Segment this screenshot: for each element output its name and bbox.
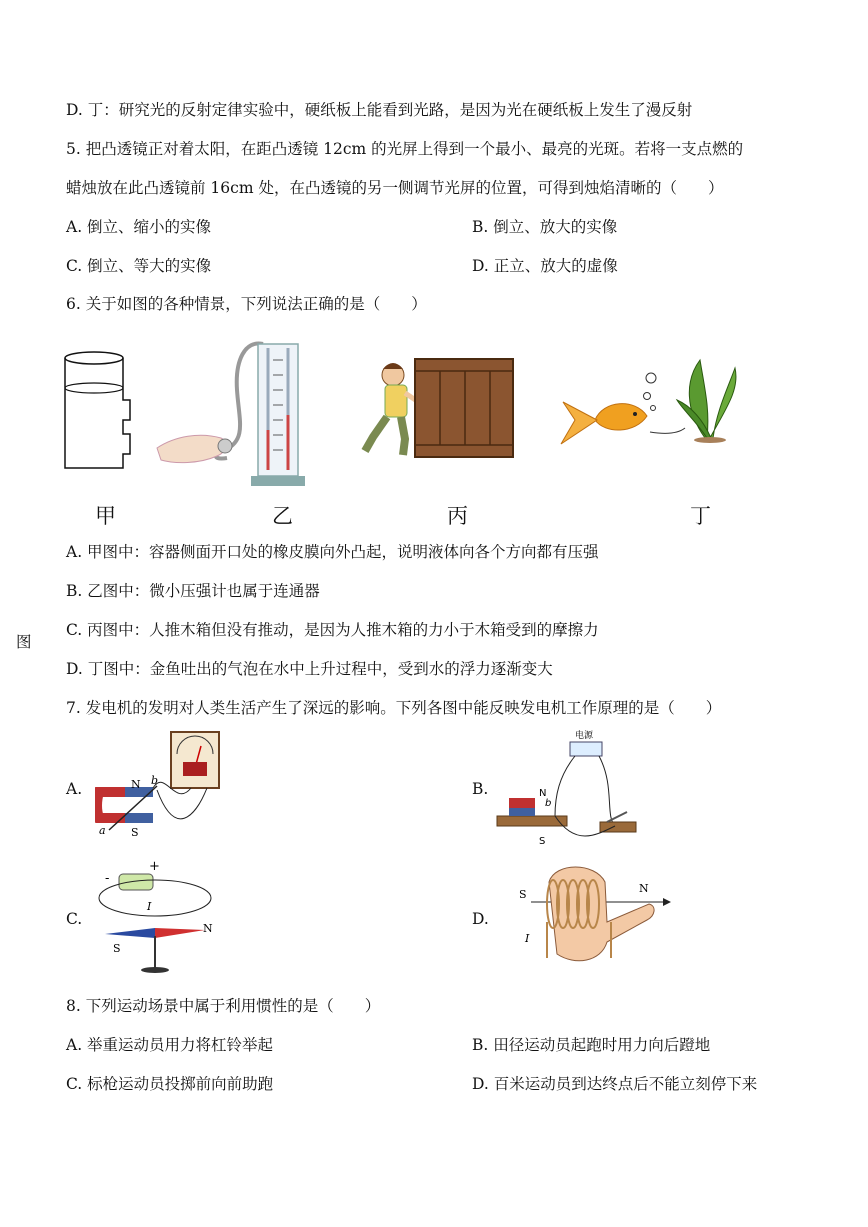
q6-stem: 6. 关于如图的各种情景，下列说法正确的是（ ） (66, 295, 427, 313)
fig-7c-plus-label: + (149, 859, 160, 874)
q5-stem-line1: 5. 把凸透镜正对着太阳，在距凸透镜 12cm 的光屏上得到一个最小、最亮的光斑。若将一支点燃的 (66, 140, 744, 158)
fig-7a-s-label: S (131, 826, 139, 839)
q8-option-b: B. 田径运动员起跑时用力向后蹬地 (472, 1036, 711, 1054)
fig-7d-n-label: N (639, 882, 649, 895)
caption-jia: 甲 (95, 504, 116, 528)
fig-7b-motor (495, 726, 645, 848)
q5-option-b: B. 倒立、放大的实像 (472, 218, 618, 236)
q8-option-d: D. 百米运动员到达终点后不能立刻停下来 (472, 1075, 758, 1093)
q6-option-c: C. 丙图中：人推木箱但没有推动，是因为人推木箱的力小于木箱受到的摩擦力 (66, 621, 599, 639)
fig-7d-i-label: I (525, 932, 530, 945)
fig-yi-pressure-gauge (155, 340, 305, 490)
q6-option-d: D. 丁图中：金鱼吐出的气泡在水中上升过程中，受到水的浮力逐渐变大 (66, 660, 553, 678)
fig-7c-s-label: S (113, 942, 121, 955)
q8-option-a: A. 举重运动员用力将杠铃举起 (66, 1036, 274, 1054)
fig-7c-oersted (95, 858, 225, 976)
fig-7d-right-hand-rule (515, 862, 675, 970)
fig-7b-n-label: N (539, 788, 547, 799)
fig-7b-s-label: S (539, 836, 546, 847)
fig-7a-a-label: a (99, 824, 106, 837)
side-label: 图 (16, 633, 32, 651)
q7-option-c-label: C. (66, 910, 83, 928)
fig-7d-s-label: S (519, 888, 527, 901)
q8-stem: 8. 下列运动场景中属于利用惯性的是（ ） (66, 997, 381, 1015)
q6-option-b: B. 乙图中：微小压强计也属于连通器 (66, 582, 320, 600)
fig-7b-power-label: 电源 (575, 731, 594, 741)
q6-option-a: A. 甲图中：容器侧面开口处的橡皮膜向外凸起，说明液体向各个方向都有压强 (66, 543, 599, 561)
fig-jia-container (62, 350, 142, 475)
q5-option-c: C. 倒立、等大的实像 (66, 257, 212, 275)
q5-stem-line2: 蜡烛放在此凸透镜前 16cm 处，在凸透镜的另一侧调节光屏的位置，可得到烛焰清晰的（ ） (66, 179, 724, 197)
q5-option-a: A. 倒立、缩小的实像 (66, 218, 212, 236)
q7-option-a-label: A. (66, 780, 83, 798)
caption-bing: 丙 (447, 504, 468, 528)
fig-7c-minus-label: - (105, 871, 110, 886)
q4-option-d: D. 丁：研究光的反射定律实验中，硬纸板上能看到光路，是因为光在硬纸板上发生了漫反射 (66, 101, 693, 119)
fig-7a-b-label: b (151, 774, 159, 787)
fig-ding-goldfish (555, 350, 755, 465)
caption-ding: 丁 (690, 504, 711, 528)
q7-option-b-label: B. (472, 780, 489, 798)
q7-option-d-label: D. (472, 910, 489, 928)
fig-7a-generator (95, 728, 225, 840)
fig-7a-n-label: N (131, 778, 141, 791)
fig-7c-n-label: N (203, 922, 213, 935)
caption-yi: 乙 (272, 504, 293, 528)
q8-option-c: C. 标枪运动员投掷前向前助跑 (66, 1075, 274, 1093)
fig-bing-push-box (355, 355, 520, 465)
q7-stem: 7. 发电机的发明对人类生活产生了深远的影响。下列各图中能反映发电机工作原理的是（ ） (66, 699, 722, 717)
q5-option-d: D. 正立、放大的虚像 (472, 257, 618, 275)
fig-7b-b-label: b (545, 798, 552, 809)
fig-7c-i-label: I (147, 900, 152, 913)
